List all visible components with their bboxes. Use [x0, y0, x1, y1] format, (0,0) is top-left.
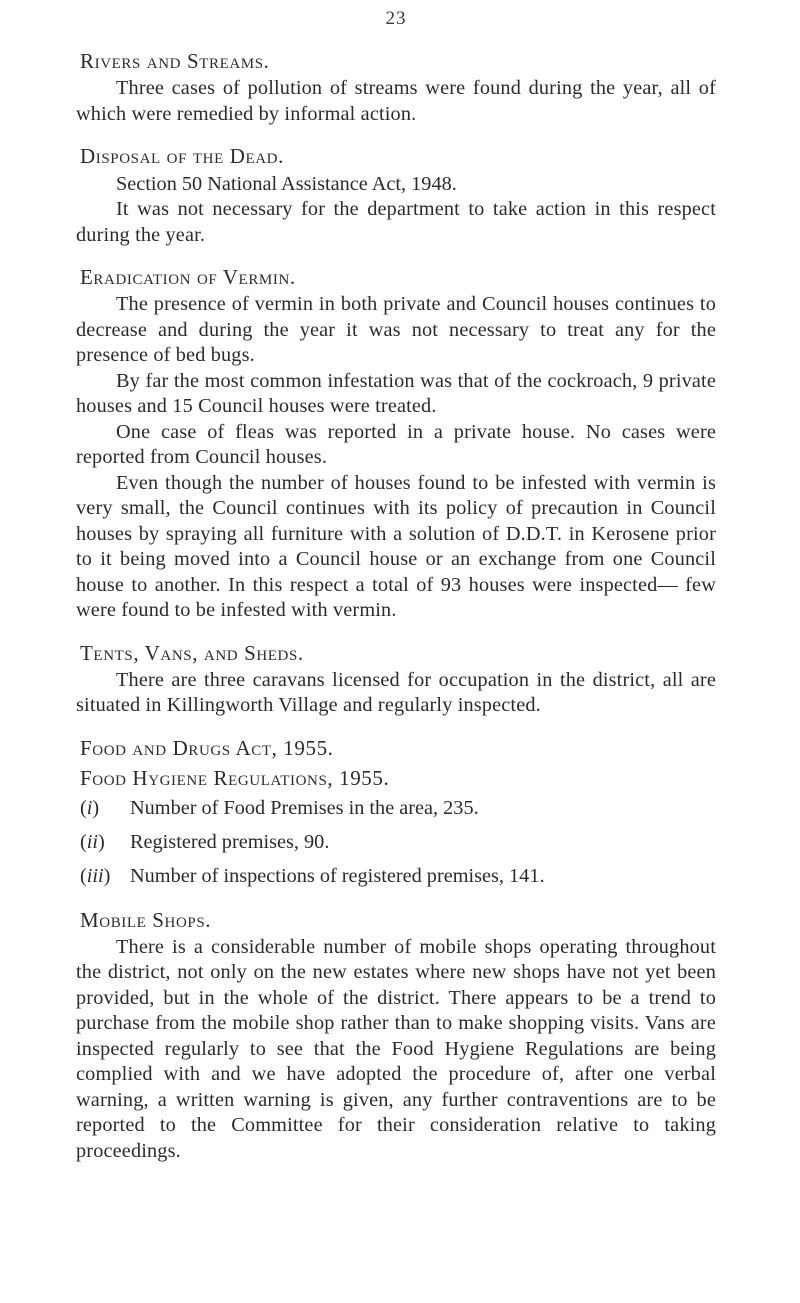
page-number: 23 [385, 8, 407, 29]
list-item [80, 827, 716, 857]
section-heading: Eradication of Vermin. [80, 265, 296, 289]
list-item [80, 793, 716, 823]
paragraph: One case of fleas was reported in a private house. No cases were reported from Council houses. [76, 420, 716, 468]
paragraph: Even though the number of houses found to be infested with vermin is very small, the Council continues with its policy of precaution in Council houses by spraying all furniture with a solution of D.D.T. in Kerosene prior to it being moved into a Council house or an exchange from one Council house to another. In this respect a total of 93 houses were inspected— few were found to be infested with vermin. [76, 471, 716, 621]
list-text: Registered premises, 90. [130, 830, 330, 853]
list-text: Number of Food Premises in the area, 235. [130, 796, 479, 819]
paragraph: Three cases of pollution of streams were found during the year, all of which were remedied by informal action. [76, 77, 716, 125]
list-text: Number of inspections of registered premises, 141. [130, 864, 545, 887]
list-item [80, 861, 716, 891]
list-number: (ii) [80, 830, 105, 853]
paragraph: The presence of vermin in both private and Council houses continues to decrease and during the year it was not necessary to treat any for the presence of bed bugs. [76, 293, 716, 366]
section-food [76, 733, 716, 891]
section-tents [76, 638, 716, 719]
list-number: (iii) [80, 864, 111, 887]
paragraph: There are three caravans licensed for occupation in the district, all are situated in Killingworth Village and regularly inspected. [76, 668, 716, 716]
paragraph: There is a considerable number of mobile shops operating throughout the district, not only on the new estates where new shops have not yet been provided, but in the whole of the district. There appears to be a trend to purchase from the mobile shop rather than to make shopping visits. Vans are inspected regularly to see that the Food Hygiene Regulations are being complied with and we have adopted the procedure of, after one verbal warning, a written warning is given, any further contraventions are to be reported to the Committee for their consideration relative to taking proceedings. [76, 935, 716, 1162]
section-heading: Food and Drugs Act, 1955. [80, 735, 334, 760]
paragraph: It was not necessary for the department to take action in this respect during the year. [76, 198, 716, 246]
section-heading: Mobile Shops. [80, 907, 212, 932]
section-heading: Disposal of the Dead. [80, 144, 284, 168]
section-disposal [76, 141, 716, 248]
section-heading: Tents, Vans, and Sheds. [80, 640, 304, 665]
act-reference: Section 50 National Assistance Act, 1948. [116, 173, 457, 195]
list-number: (i) [80, 796, 100, 819]
section-heading: Rivers and Streams. [80, 49, 270, 73]
section-heading: Food Hygiene Regulations, 1955. [80, 765, 390, 790]
section-rivers [76, 46, 716, 127]
paragraph: By far the most common infestation was that of the cockroach, 9 private houses and 15 Council houses were treated. [76, 369, 716, 417]
document-page [76, 8, 716, 1178]
section-mobile [76, 905, 716, 1165]
section-vermin [76, 262, 716, 624]
